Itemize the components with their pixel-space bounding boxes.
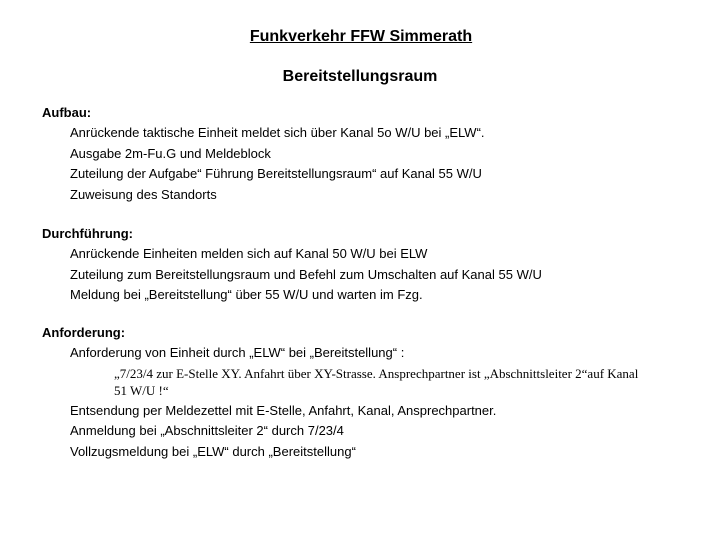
list-item: Zuteilung der Aufgabe“ Führung Bereitstellungsraum“ auf Kanal 55 W/U: [70, 166, 482, 181]
list-item: Meldung bei „Bereitstellung“ über 55 W/U und warten im Fzg.: [70, 287, 423, 302]
document-title-text: Funkverkehr FFW Simmerath: [249, 28, 473, 45]
list-item: Anrückende taktische Einheit meldet sich über Kanal 5o W/U bei „ELW“.: [70, 125, 485, 140]
document-subtitle: Bereitstellungsraum: [282, 68, 438, 85]
list-item: Entsendung per Meldezettel mit E-Stelle, Anfahrt, Kanal, Ansprechpartner.: [70, 402, 497, 418]
list-item: Anrückende Einheiten melden sich auf Kanal 50 W/U bei ELW: [70, 246, 428, 261]
section-heading: Durchführung:: [42, 226, 133, 241]
radio-message-quote: „7/23/4 zur E-Stelle XY. Anfahrt über XY-Strasse. Ansprechpartner ist „Abschnittsleiter 2“auf Kanal 51 W/U !“: [114, 365, 639, 398]
list-item: Anmeldung bei „Abschnittsleiter 2“ durch 7/23/4: [70, 423, 344, 438]
section-heading: Anforderung:: [42, 325, 126, 340]
section-durchfuehrung: [42, 224, 682, 306]
section-heading: Aufbau:: [42, 105, 92, 120]
document-title: [0, 28, 720, 46]
list-item: Anforderung von Einheit durch „ELW“ bei „Bereitstellung“ :: [70, 345, 405, 360]
list-item: Zuteilung zum Bereitstellungsraum und Befehl zum Umschalten auf Kanal 55 W/U: [70, 266, 542, 282]
list-item: Ausgabe 2m-Fu.G und Meldeblock: [70, 145, 271, 161]
list-item: Zuweisung des Standorts: [70, 186, 217, 202]
list-item: Vollzugsmeldung bei „ELW“ durch „Bereitstellung“: [70, 443, 356, 459]
section-aufbau: [42, 103, 682, 205]
section-anforderung: [42, 323, 682, 462]
